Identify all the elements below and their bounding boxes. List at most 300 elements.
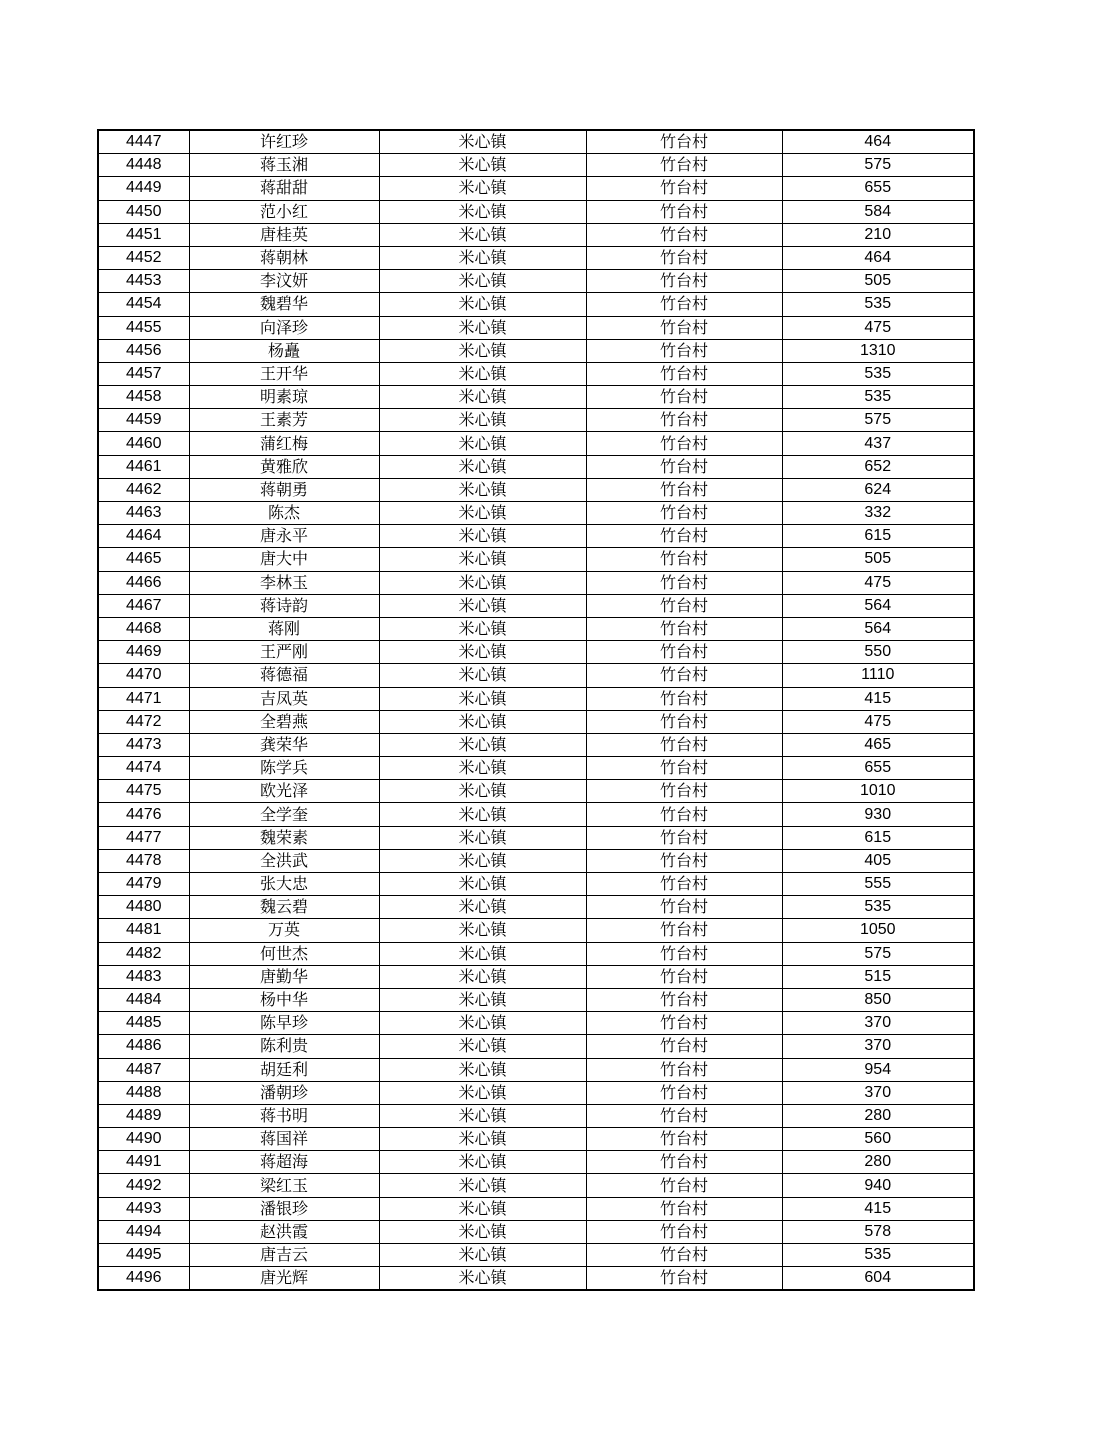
town-cell: 米心镇: [379, 873, 586, 896]
town-cell: 米心镇: [379, 246, 586, 269]
row-number-cell: 4496: [98, 1267, 189, 1291]
row-number-cell: 4490: [98, 1128, 189, 1151]
name-cell: 蒋朝林: [189, 246, 379, 269]
row-number-cell: 4448: [98, 154, 189, 177]
table-row: [98, 200, 974, 223]
amount-cell: 615: [782, 826, 974, 849]
name-cell: 陈早珍: [189, 1012, 379, 1035]
amount-cell: 475: [782, 571, 974, 594]
table-row: [98, 1104, 974, 1127]
name-cell: 蒋书明: [189, 1104, 379, 1127]
town-cell: 米心镇: [379, 293, 586, 316]
amount-cell: 332: [782, 502, 974, 525]
row-number-cell: 4492: [98, 1174, 189, 1197]
village-cell: 竹台村: [586, 1151, 782, 1174]
name-cell: 龚荣华: [189, 733, 379, 756]
table-row: [98, 1267, 974, 1291]
name-cell: 蒋国祥: [189, 1128, 379, 1151]
name-cell: 梁红玉: [189, 1174, 379, 1197]
name-cell: 王严刚: [189, 641, 379, 664]
amount-cell: 1310: [782, 339, 974, 362]
name-cell: 胡廷利: [189, 1058, 379, 1081]
village-cell: 竹台村: [586, 339, 782, 362]
village-cell: 竹台村: [586, 988, 782, 1011]
table-row: [98, 502, 974, 525]
name-cell: 蒋朝勇: [189, 478, 379, 501]
name-cell: 万英: [189, 919, 379, 942]
amount-cell: 535: [782, 1244, 974, 1267]
name-cell: 魏云碧: [189, 896, 379, 919]
name-cell: 全洪武: [189, 849, 379, 872]
row-number-cell: 4469: [98, 641, 189, 664]
amount-cell: 280: [782, 1151, 974, 1174]
amount-cell: 280: [782, 1104, 974, 1127]
table-row: [98, 988, 974, 1011]
village-cell: 竹台村: [586, 780, 782, 803]
town-cell: 米心镇: [379, 525, 586, 548]
village-cell: 竹台村: [586, 919, 782, 942]
row-number-cell: 4454: [98, 293, 189, 316]
amount-cell: 575: [782, 942, 974, 965]
town-cell: 米心镇: [379, 1035, 586, 1058]
village-cell: 竹台村: [586, 849, 782, 872]
row-number-cell: 4488: [98, 1081, 189, 1104]
table-row: [98, 571, 974, 594]
village-cell: 竹台村: [586, 154, 782, 177]
town-cell: 米心镇: [379, 687, 586, 710]
table-row: [98, 409, 974, 432]
name-cell: 杨矗: [189, 339, 379, 362]
table-row: [98, 246, 974, 269]
name-cell: 王素芳: [189, 409, 379, 432]
village-cell: 竹台村: [586, 942, 782, 965]
name-cell: 唐吉云: [189, 1244, 379, 1267]
town-cell: 米心镇: [379, 710, 586, 733]
table-row: [98, 803, 974, 826]
amount-cell: 550: [782, 641, 974, 664]
amount-cell: 535: [782, 386, 974, 409]
village-cell: 竹台村: [586, 1197, 782, 1220]
amount-cell: 437: [782, 432, 974, 455]
town-cell: 米心镇: [379, 1104, 586, 1127]
town-cell: 米心镇: [379, 548, 586, 571]
amount-cell: 535: [782, 362, 974, 385]
village-cell: 竹台村: [586, 710, 782, 733]
name-cell: 范小红: [189, 200, 379, 223]
village-cell: 竹台村: [586, 1058, 782, 1081]
village-cell: 竹台村: [586, 246, 782, 269]
row-number-cell: 4484: [98, 988, 189, 1011]
row-number-cell: 4451: [98, 223, 189, 246]
row-number-cell: 4489: [98, 1104, 189, 1127]
name-cell: 唐桂英: [189, 223, 379, 246]
table-row: [98, 594, 974, 617]
table-row: [98, 919, 974, 942]
town-cell: 米心镇: [379, 1058, 586, 1081]
name-cell: 潘银珍: [189, 1197, 379, 1220]
row-number-cell: 4450: [98, 200, 189, 223]
amount-cell: 535: [782, 293, 974, 316]
table-row: [98, 154, 974, 177]
row-number-cell: 4480: [98, 896, 189, 919]
amount-cell: 954: [782, 1058, 974, 1081]
table-row: [98, 780, 974, 803]
amount-cell: 1010: [782, 780, 974, 803]
name-cell: 全学奎: [189, 803, 379, 826]
table-row: [98, 1244, 974, 1267]
village-cell: 竹台村: [586, 1267, 782, 1291]
village-cell: 竹台村: [586, 1244, 782, 1267]
amount-cell: 415: [782, 1197, 974, 1220]
town-cell: 米心镇: [379, 942, 586, 965]
amount-cell: 652: [782, 455, 974, 478]
town-cell: 米心镇: [379, 1220, 586, 1243]
name-cell: 潘朝珍: [189, 1081, 379, 1104]
row-number-cell: 4447: [98, 130, 189, 154]
table-row: [98, 362, 974, 385]
amount-cell: 1110: [782, 664, 974, 687]
name-cell: 张大忠: [189, 873, 379, 896]
table-row: [98, 130, 974, 154]
village-cell: 竹台村: [586, 548, 782, 571]
village-cell: 竹台村: [586, 896, 782, 919]
row-number-cell: 4457: [98, 362, 189, 385]
name-cell: 唐永平: [189, 525, 379, 548]
town-cell: 米心镇: [379, 780, 586, 803]
row-number-cell: 4471: [98, 687, 189, 710]
amount-cell: 1050: [782, 919, 974, 942]
row-number-cell: 4476: [98, 803, 189, 826]
row-number-cell: 4452: [98, 246, 189, 269]
table-row: [98, 270, 974, 293]
table-row: [98, 455, 974, 478]
row-number-cell: 4473: [98, 733, 189, 756]
amount-cell: 624: [782, 478, 974, 501]
name-cell: 杨中华: [189, 988, 379, 1011]
table-row: [98, 1012, 974, 1035]
row-number-cell: 4481: [98, 919, 189, 942]
name-cell: 李林玉: [189, 571, 379, 594]
amount-cell: 575: [782, 154, 974, 177]
table-row: [98, 965, 974, 988]
name-cell: 陈利贵: [189, 1035, 379, 1058]
village-cell: 竹台村: [586, 525, 782, 548]
town-cell: 米心镇: [379, 200, 586, 223]
village-cell: 竹台村: [586, 316, 782, 339]
row-number-cell: 4460: [98, 432, 189, 455]
town-cell: 米心镇: [379, 1174, 586, 1197]
row-number-cell: 4459: [98, 409, 189, 432]
village-cell: 竹台村: [586, 1174, 782, 1197]
name-cell: 赵洪霞: [189, 1220, 379, 1243]
table-row: [98, 1128, 974, 1151]
village-cell: 竹台村: [586, 1035, 782, 1058]
row-number-cell: 4467: [98, 594, 189, 617]
village-cell: 竹台村: [586, 687, 782, 710]
name-cell: 李汶妍: [189, 270, 379, 293]
name-cell: 吉凤英: [189, 687, 379, 710]
amount-cell: 210: [782, 223, 974, 246]
amount-cell: 464: [782, 246, 974, 269]
amount-cell: 475: [782, 316, 974, 339]
table-body: [98, 130, 974, 1290]
table-row: [98, 896, 974, 919]
row-number-cell: 4491: [98, 1151, 189, 1174]
amount-cell: 515: [782, 965, 974, 988]
town-cell: 米心镇: [379, 1128, 586, 1151]
name-cell: 蒋诗韵: [189, 594, 379, 617]
town-cell: 米心镇: [379, 571, 586, 594]
village-cell: 竹台村: [586, 965, 782, 988]
village-cell: 竹台村: [586, 733, 782, 756]
village-cell: 竹台村: [586, 873, 782, 896]
row-number-cell: 4462: [98, 478, 189, 501]
village-cell: 竹台村: [586, 641, 782, 664]
town-cell: 米心镇: [379, 362, 586, 385]
town-cell: 米心镇: [379, 316, 586, 339]
row-number-cell: 4477: [98, 826, 189, 849]
town-cell: 米心镇: [379, 594, 586, 617]
town-cell: 米心镇: [379, 988, 586, 1011]
row-number-cell: 4456: [98, 339, 189, 362]
row-number-cell: 4494: [98, 1220, 189, 1243]
amount-cell: 505: [782, 270, 974, 293]
town-cell: 米心镇: [379, 339, 586, 362]
row-number-cell: 4485: [98, 1012, 189, 1035]
table-row: [98, 1174, 974, 1197]
village-cell: 竹台村: [586, 803, 782, 826]
village-cell: 竹台村: [586, 177, 782, 200]
village-cell: 竹台村: [586, 200, 782, 223]
name-cell: 全碧燕: [189, 710, 379, 733]
table-row: [98, 1035, 974, 1058]
amount-cell: 930: [782, 803, 974, 826]
amount-cell: 850: [782, 988, 974, 1011]
town-cell: 米心镇: [379, 1151, 586, 1174]
village-cell: 竹台村: [586, 502, 782, 525]
name-cell: 许红珍: [189, 130, 379, 154]
name-cell: 蒲红梅: [189, 432, 379, 455]
name-cell: 唐勤华: [189, 965, 379, 988]
row-number-cell: 4463: [98, 502, 189, 525]
table-row: [98, 849, 974, 872]
table-row: [98, 1197, 974, 1220]
row-number-cell: 4449: [98, 177, 189, 200]
village-cell: 竹台村: [586, 617, 782, 640]
town-cell: 米心镇: [379, 432, 586, 455]
village-cell: 竹台村: [586, 1104, 782, 1127]
name-cell: 蒋刚: [189, 617, 379, 640]
village-cell: 竹台村: [586, 1012, 782, 1035]
amount-cell: 464: [782, 130, 974, 154]
table-row: [98, 942, 974, 965]
name-cell: 蒋德福: [189, 664, 379, 687]
name-cell: 蒋甜甜: [189, 177, 379, 200]
name-cell: 黄雅欣: [189, 455, 379, 478]
amount-cell: 465: [782, 733, 974, 756]
amount-cell: 655: [782, 757, 974, 780]
name-cell: 唐光辉: [189, 1267, 379, 1291]
name-cell: 蒋玉湘: [189, 154, 379, 177]
village-cell: 竹台村: [586, 270, 782, 293]
name-cell: 陈杰: [189, 502, 379, 525]
amount-cell: 604: [782, 1267, 974, 1291]
table-row: [98, 617, 974, 640]
table-row: [98, 873, 974, 896]
village-cell: 竹台村: [586, 1081, 782, 1104]
table-row: [98, 664, 974, 687]
village-cell: 竹台村: [586, 664, 782, 687]
village-cell: 竹台村: [586, 362, 782, 385]
row-number-cell: 4464: [98, 525, 189, 548]
amount-cell: 475: [782, 710, 974, 733]
amount-cell: 555: [782, 873, 974, 896]
village-cell: 竹台村: [586, 826, 782, 849]
village-cell: 竹台村: [586, 1128, 782, 1151]
row-number-cell: 4468: [98, 617, 189, 640]
town-cell: 米心镇: [379, 849, 586, 872]
table-row: [98, 757, 974, 780]
table-row: [98, 386, 974, 409]
town-cell: 米心镇: [379, 641, 586, 664]
name-cell: 欧光泽: [189, 780, 379, 803]
table-row: [98, 641, 974, 664]
row-number-cell: 4461: [98, 455, 189, 478]
name-cell: 魏荣素: [189, 826, 379, 849]
town-cell: 米心镇: [379, 409, 586, 432]
table-row: [98, 316, 974, 339]
data-table: [97, 129, 975, 1291]
village-cell: 竹台村: [586, 223, 782, 246]
town-cell: 米心镇: [379, 617, 586, 640]
town-cell: 米心镇: [379, 270, 586, 293]
table-row: [98, 1220, 974, 1243]
row-number-cell: 4483: [98, 965, 189, 988]
name-cell: 何世杰: [189, 942, 379, 965]
table-row: [98, 1058, 974, 1081]
town-cell: 米心镇: [379, 965, 586, 988]
table-row: [98, 710, 974, 733]
name-cell: 魏碧华: [189, 293, 379, 316]
name-cell: 蒋超海: [189, 1151, 379, 1174]
amount-cell: 655: [782, 177, 974, 200]
village-cell: 竹台村: [586, 478, 782, 501]
village-cell: 竹台村: [586, 409, 782, 432]
town-cell: 米心镇: [379, 478, 586, 501]
row-number-cell: 4493: [98, 1197, 189, 1220]
row-number-cell: 4482: [98, 942, 189, 965]
table-row: [98, 1081, 974, 1104]
row-number-cell: 4487: [98, 1058, 189, 1081]
table-row: [98, 293, 974, 316]
amount-cell: 560: [782, 1128, 974, 1151]
row-number-cell: 4458: [98, 386, 189, 409]
row-number-cell: 4465: [98, 548, 189, 571]
table-row: [98, 733, 974, 756]
town-cell: 米心镇: [379, 1244, 586, 1267]
row-number-cell: 4455: [98, 316, 189, 339]
village-cell: 竹台村: [586, 1220, 782, 1243]
amount-cell: 940: [782, 1174, 974, 1197]
table-row: [98, 177, 974, 200]
amount-cell: 564: [782, 617, 974, 640]
town-cell: 米心镇: [379, 502, 586, 525]
table-row: [98, 478, 974, 501]
row-number-cell: 4478: [98, 849, 189, 872]
row-number-cell: 4453: [98, 270, 189, 293]
town-cell: 米心镇: [379, 455, 586, 478]
row-number-cell: 4474: [98, 757, 189, 780]
town-cell: 米心镇: [379, 803, 586, 826]
village-cell: 竹台村: [586, 293, 782, 316]
row-number-cell: 4470: [98, 664, 189, 687]
village-cell: 竹台村: [586, 571, 782, 594]
amount-cell: 578: [782, 1220, 974, 1243]
village-cell: 竹台村: [586, 432, 782, 455]
town-cell: 米心镇: [379, 1012, 586, 1035]
village-cell: 竹台村: [586, 455, 782, 478]
amount-cell: 370: [782, 1035, 974, 1058]
town-cell: 米心镇: [379, 130, 586, 154]
table-row: [98, 1151, 974, 1174]
name-cell: 唐大中: [189, 548, 379, 571]
amount-cell: 564: [782, 594, 974, 617]
town-cell: 米心镇: [379, 919, 586, 942]
table-row: [98, 525, 974, 548]
amount-cell: 615: [782, 525, 974, 548]
village-cell: 竹台村: [586, 594, 782, 617]
town-cell: 米心镇: [379, 826, 586, 849]
town-cell: 米心镇: [379, 757, 586, 780]
village-cell: 竹台村: [586, 386, 782, 409]
table-row: [98, 432, 974, 455]
amount-cell: 575: [782, 409, 974, 432]
table-row: [98, 687, 974, 710]
name-cell: 向泽珍: [189, 316, 379, 339]
row-number-cell: 4495: [98, 1244, 189, 1267]
amount-cell: 415: [782, 687, 974, 710]
town-cell: 米心镇: [379, 733, 586, 756]
row-number-cell: 4466: [98, 571, 189, 594]
town-cell: 米心镇: [379, 386, 586, 409]
row-number-cell: 4486: [98, 1035, 189, 1058]
amount-cell: 405: [782, 849, 974, 872]
name-cell: 明素琼: [189, 386, 379, 409]
amount-cell: 535: [782, 896, 974, 919]
table-row: [98, 548, 974, 571]
name-cell: 陈学兵: [189, 757, 379, 780]
name-cell: 王开华: [189, 362, 379, 385]
table-row: [98, 826, 974, 849]
amount-cell: 370: [782, 1012, 974, 1035]
row-number-cell: 4479: [98, 873, 189, 896]
town-cell: 米心镇: [379, 1197, 586, 1220]
town-cell: 米心镇: [379, 896, 586, 919]
town-cell: 米心镇: [379, 223, 586, 246]
table-row: [98, 223, 974, 246]
amount-cell: 370: [782, 1081, 974, 1104]
row-number-cell: 4475: [98, 780, 189, 803]
amount-cell: 505: [782, 548, 974, 571]
town-cell: 米心镇: [379, 177, 586, 200]
village-cell: 竹台村: [586, 130, 782, 154]
town-cell: 米心镇: [379, 154, 586, 177]
row-number-cell: 4472: [98, 710, 189, 733]
town-cell: 米心镇: [379, 1081, 586, 1104]
town-cell: 米心镇: [379, 1267, 586, 1291]
amount-cell: 584: [782, 200, 974, 223]
town-cell: 米心镇: [379, 664, 586, 687]
